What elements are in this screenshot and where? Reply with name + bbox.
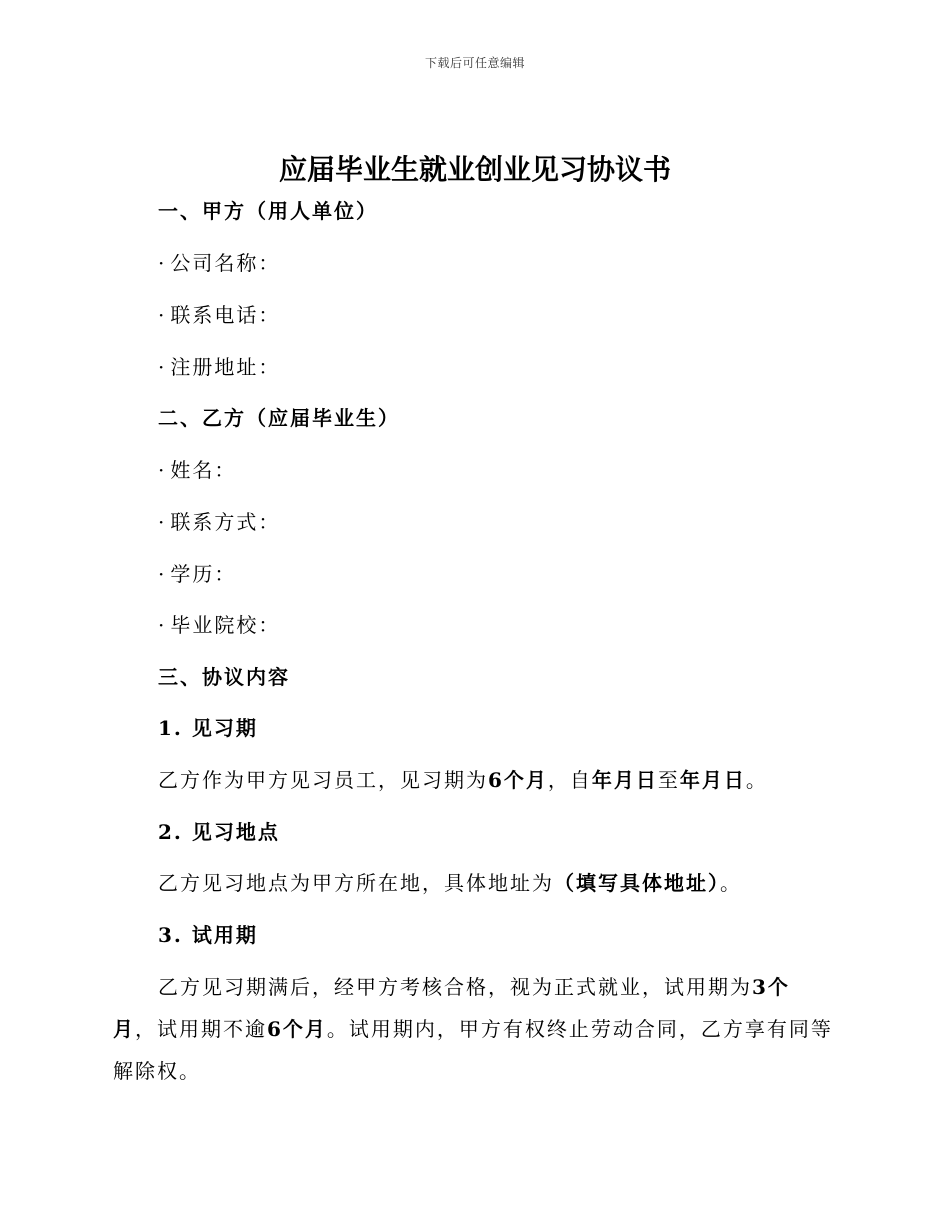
internship-location-text: 乙方见习地点为甲方所在地，具体地址为（填写具体地址）。: [158, 871, 742, 895]
bullet-icon: ·: [158, 613, 167, 637]
agreement-heading: 三、协议内容: [158, 665, 290, 689]
header-note: 下载后可任意编辑: [424, 56, 525, 70]
internship-location-heading: 2. 见习地点: [158, 820, 280, 844]
bullet-icon: ·: [158, 303, 167, 327]
bullet-icon: ·: [158, 458, 167, 482]
party-a-heading: 一、甲方（用人单位）: [158, 199, 378, 223]
field-graduate-school: · 毕业院校：: [158, 610, 280, 640]
bullet-icon: ·: [158, 251, 167, 275]
field-company-name: · 公司名称：: [158, 248, 280, 278]
bullet-icon: ·: [158, 510, 167, 534]
field-contact-phone: · 联系电话：: [158, 300, 280, 330]
bullet-icon: ·: [158, 355, 167, 379]
probation-period-heading: 3. 试用期: [158, 923, 258, 947]
field-education: · 学历：: [158, 559, 236, 589]
internship-period-text: 乙方作为甲方见习员工，见习期为6个月，自年月日至年月日。: [158, 768, 768, 792]
field-name: · 姓名：: [158, 455, 236, 485]
field-registered-address: · 注册地址：: [158, 352, 280, 382]
field-contact-method: · 联系方式：: [158, 507, 280, 537]
document-title: 应届毕业生就业创业见习协议书: [278, 153, 671, 186]
party-b-heading: 二、乙方（应届毕业生）: [158, 406, 400, 430]
internship-period-heading: 1. 见习期: [158, 716, 258, 740]
probation-period-text: 乙方见习期满后，经甲方考核合格，视为正式就业，试用期为3个月，试用期不逾6个月。试用期内，甲方有权终止劳动合同，乙方享有同等解除权。: [113, 975, 833, 1083]
bullet-icon: ·: [158, 562, 167, 586]
